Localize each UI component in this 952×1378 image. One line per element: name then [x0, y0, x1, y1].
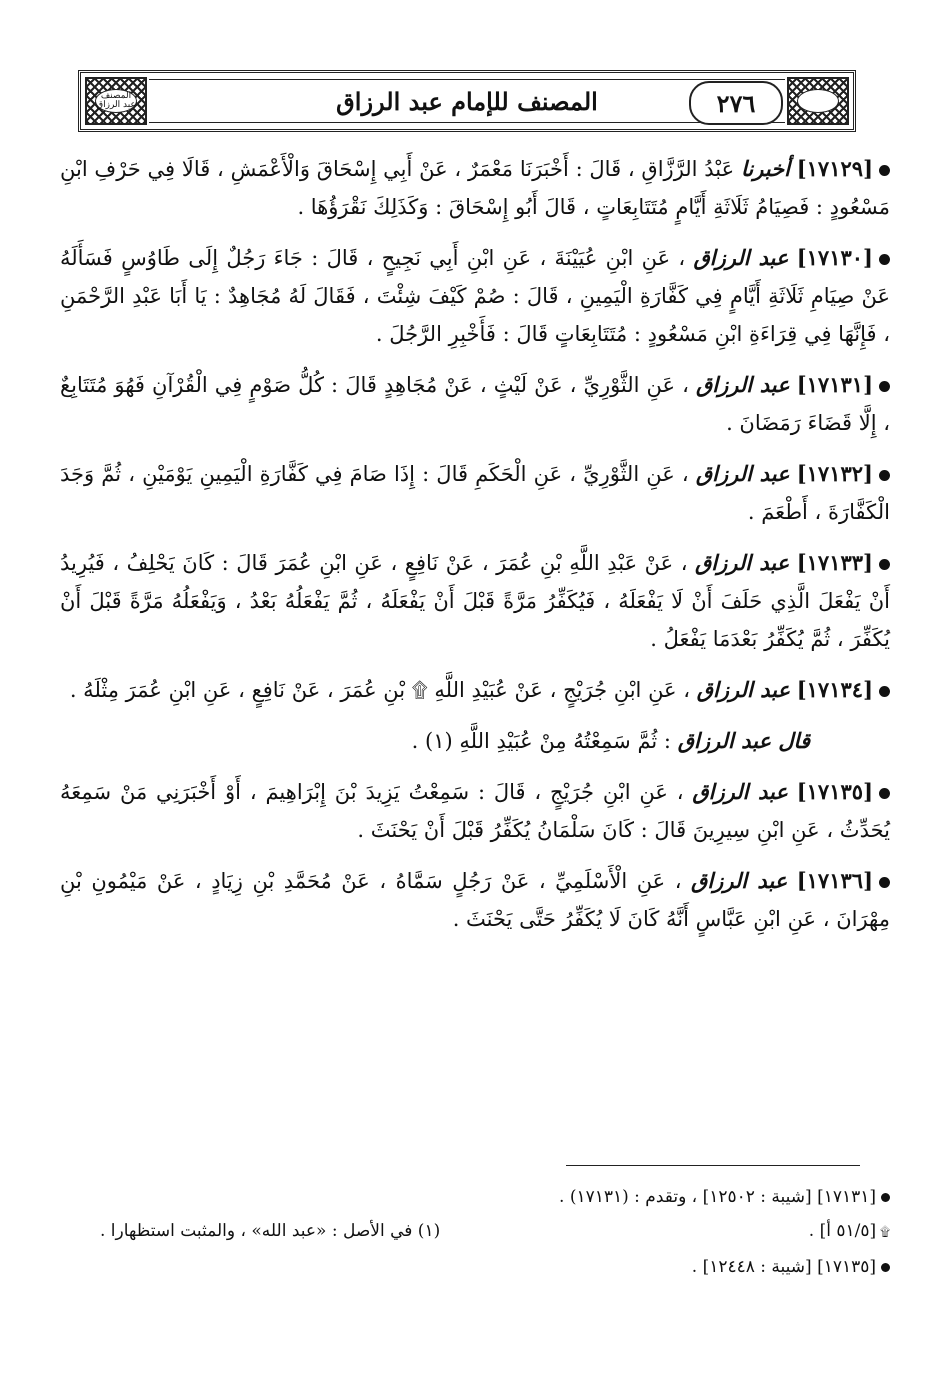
narrator-label: قال عبد الرزاق: [677, 728, 810, 753]
hadith-text: ، عَنِ الثَّوْرِيِّ ، عَنِ الْحَكَمِ قَالَ : إِذَا صَامَ فِي كَفَّارَةِ الْيَمِينِ يَوْمَيْنِ ، ثُمَّ وَجَدَ الْكَفَّارَةَ ، أَطْعَمَ .: [60, 462, 890, 524]
header-ornament-right: [787, 77, 849, 125]
bullet-icon: [879, 381, 890, 392]
footnote-text: [١٧١٣١] [شيبة : ١٢٥٠٢] ، وتقدم : (١٧١٣١) .: [559, 1187, 876, 1207]
hadith-number: [١٧١٣٢]: [796, 461, 873, 486]
hadith-text: ، عَنِ ابْنِ عُيَيْنَةَ ، عَنِ ابْنِ أَبِي نَجِيحٍ ، قَالَ : جَاءَ رَجُلٌ إِلَى طَاوُسٍ فَسَأَلَهُ عَنْ صِيَامِ ثَلَاثَةِ أَيَّامٍ فِي كَفَّارَةِ الْيَمِينِ ، قَالَ : صُمْ كَيْفَ شِئْتَ ، فَقَالَ لَهُ مُجَاهِدٌ : يَا أَبَا عَبْدِ الرَّحْمَنِ ، فَإِنَّهَا فِي قِرَاءَةِ ابْنِ مَسْعُودٍ : مُتَتَابِعَاتٍ قَالَ : فَأَخْبِرِ الرَّجُلَ .: [60, 246, 890, 346]
hadith-entry: [60, 773, 890, 849]
footnote-line: [100, 1180, 890, 1214]
hadith-entry: [60, 671, 890, 709]
note-text: : ثُمَّ سَمِعْتُهُ مِنْ عُبَيْدِ اللَّهِ (١) .: [411, 729, 672, 753]
narrator-label: عبد الرزاق: [696, 677, 791, 702]
hadith-number: [١٧١٣٦]: [796, 868, 873, 893]
bullet-icon: [879, 877, 890, 888]
bullet-icon: [879, 254, 890, 265]
footnote-text: [٥١/٥ أ] .: [808, 1221, 877, 1241]
page-header: [78, 70, 856, 132]
narrator-label: عبد الرزاق: [691, 868, 788, 893]
header-ornament-left: [85, 77, 147, 125]
bullet-icon: [879, 165, 890, 176]
hadith-number: [١٧١٣٠]: [796, 245, 873, 270]
hadith-number: [١٧١٣٥]: [796, 779, 873, 804]
narrator-label: عبد الرزاق: [695, 372, 790, 397]
hadith-number: [١٧١٣٤]: [796, 677, 873, 702]
hadith-text: ، عَنِ الْأَسْلَمِيِّ ، عَنْ رَجُلٍ سَمَّاهُ ، عَنْ مُحَمَّدِ بْنِ زِيَادٍ ، عَنْ مَيْمُونِ بْنِ مِهْرَانَ ، عَنِ ابْنِ عَبَّاسٍ أَنَّهُ كَانَ لَا يُكَفِّرُ حَتَّى يَحْنَثَ .: [60, 869, 890, 931]
book-title: المصنف للإمام عبد الرزاق: [336, 86, 598, 116]
narrator-note: [60, 722, 890, 760]
ornament-seal-left: المصنف عبد الرزاق: [95, 89, 137, 113]
hadith-entry: [60, 544, 890, 658]
narrator-label: أخبرنا: [740, 156, 790, 181]
footnote-line: [100, 1214, 890, 1250]
hadith-number: [١٧١٣٣]: [796, 550, 873, 575]
bullet-icon: [881, 1193, 890, 1202]
footnote-ref: [809, 1214, 890, 1250]
bullet-icon: [879, 686, 890, 697]
hadith-number: [١٧١٢٩]: [796, 156, 873, 181]
hadith-entry: [60, 862, 890, 938]
footnote-divider: [566, 1165, 860, 1166]
hadith-entry: [60, 455, 890, 531]
narrator-label: عبد الرزاق: [695, 461, 790, 486]
narrator-label: عبد الرزاق: [693, 245, 789, 270]
hadith-text: ، عَنِ الثَّوْرِيِّ ، عَنْ لَيْثٍ ، عَنْ مُجَاهِدٍ قَالَ : كُلُّ صَوْمٍ فِي الْقُرْآنِ فَهُوَ مُتَتَابِعٌ ، إِلَّا قَضَاءَ رَمَضَانَ .: [60, 373, 890, 435]
main-text: [60, 150, 890, 951]
narrator-label: عبد الرزاق: [695, 550, 790, 575]
footnote-text: (١) في الأصل : «عبد الله» ، والمثبت استظهارا .: [100, 1221, 441, 1241]
footnote-line: [100, 1250, 890, 1284]
narrator-label: عبد الرزاق: [692, 779, 788, 804]
footnote-text: [١٧١٣٥] [شيبة : ١٢٤٤٨] .: [691, 1257, 876, 1277]
bullet-icon: [879, 559, 890, 570]
bullet-icon: [879, 788, 890, 799]
hadith-text: عَبْدُ الرَّزَّاقِ ، قَالَ : أَخْبَرَنَا مَعْمَرٌ ، عَنْ أَبِي إِسْحَاقَ وَالْأَعْمَشِ ، قَالَا فِي حَرْفِ ابْنِ مَسْعُودٍ : فَصِيَامُ ثَلَاثَةِ أَيَّامٍ مُتَتَابِعَاتٍ ، قَالَ أَبُو إِسْحَاقَ : وَكَذَلِكَ نَقْرَؤُهَا .: [60, 157, 890, 219]
folio-mark-icon: ۩: [880, 1225, 890, 1240]
hadith-entry: [60, 366, 890, 442]
hadith-text: ، عَنِ ابْنِ جُرَيْجٍ ، عَنْ عُبَيْدِ اللَّهِ ۩ بْنِ عُمَرَ ، عَنْ نَافِعٍ ، عَنِ ابْنِ عُمَرَ مِثْلَهُ .: [69, 678, 691, 702]
hadith-number: [١٧١٣١]: [796, 372, 873, 397]
hadith-entry: [60, 239, 890, 353]
bullet-icon: [881, 1263, 890, 1272]
bullet-icon: [879, 470, 890, 481]
ornament-seal-right: [797, 89, 839, 113]
hadith-text: ، عَنِ ابْنِ جُرَيْجٍ ، قَالَ : سَمِعْتُ يَزِيدَ بْنَ إِبْرَاهِيمَ ، أَوْ أَخْبَرَنِي مَنْ سَمِعَهُ يُحَدِّثُ ، عَنِ ابْنِ سِيرِينَ قَالَ : كَانَ سَلْمَانُ يُكَفِّرُ قَبْلَ أَنْ يَحْنَثَ .: [60, 780, 890, 842]
footnotes: [100, 1180, 890, 1284]
hadith-text: ، عَنْ عَبْدِ اللَّهِ بْنِ عُمَرَ ، عَنْ نَافِعٍ ، عَنِ ابْنِ عُمَرَ قَالَ : كَانَ يَحْلِفُ ، فَيُرِيدُ أَنْ يَفْعَلَ الَّذِي حَلَفَ أَنْ لَا يَفْعَلَهُ ، فَيُكَفِّرُ مَرَّةً قَبْلَ أَنْ يَفْعَلَهُ ، ثُمَّ يَفْعَلُهُ بَعْدُ ، وَيَفْعَلُهُ مَرَّةً قَبْلَ أَنْ يُكَفِّرَ ، ثُمَّ يُكَفِّرُ بَعْدَمَا يَفْعَلُ .: [60, 551, 890, 651]
page-number: ٢٧٦: [689, 81, 783, 125]
hadith-entry: [60, 150, 890, 226]
